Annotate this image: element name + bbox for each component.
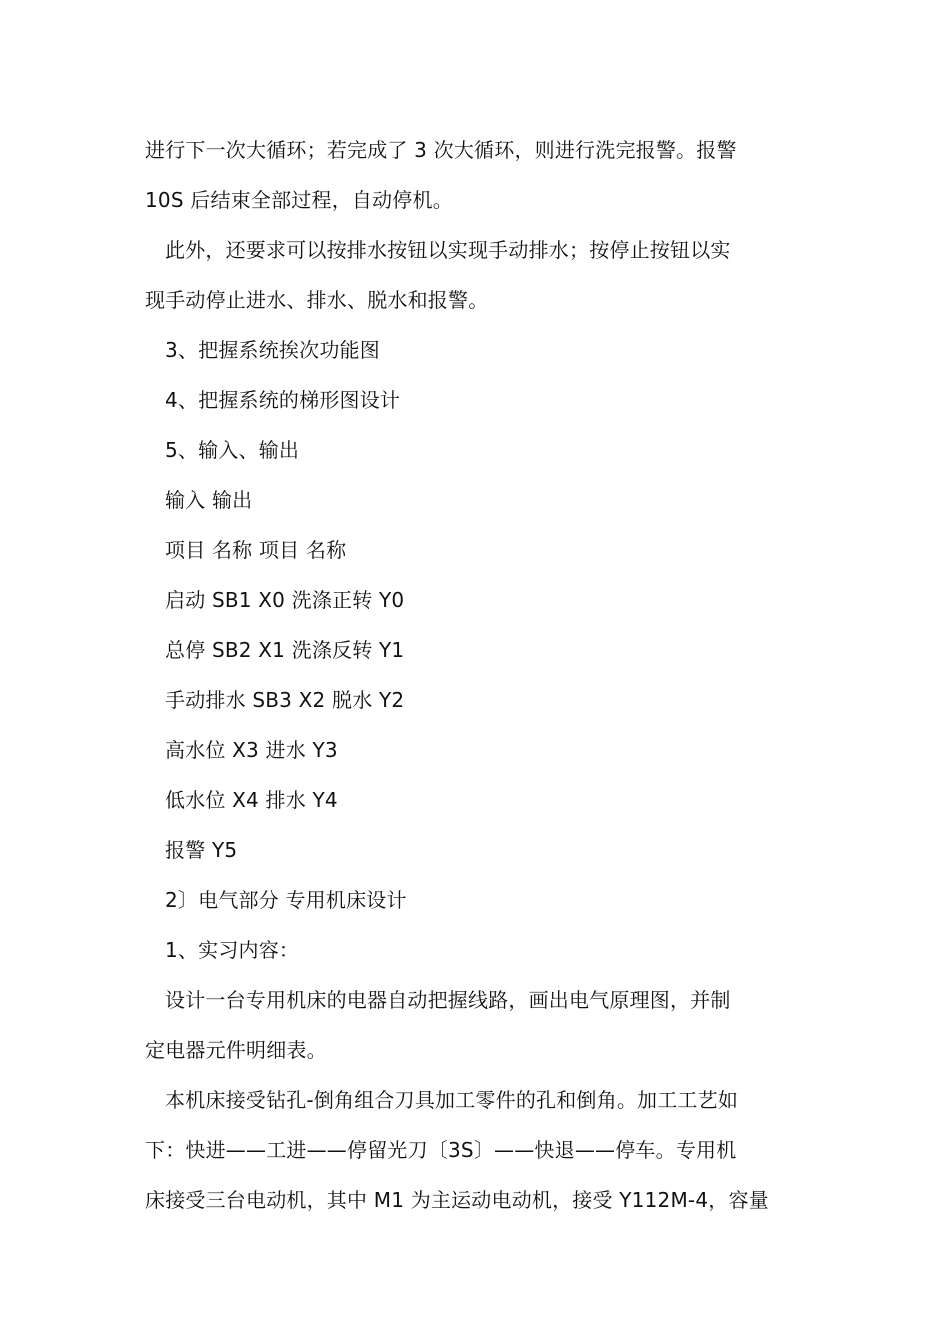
io-table-row: 启动 SB1 X0 洗涤正转 Y0 (165, 588, 405, 612)
section-heading-4: 4、把握系统的梯形图设计 (165, 388, 401, 412)
text-line-2: 10S 后结束全部过程，自动停机。 (145, 188, 453, 212)
section-heading-3: 3、把握系统挨次功能图 (165, 338, 380, 362)
text-line-19: 定电器元件明细表。 (145, 1038, 327, 1062)
io-table-row: 手动排水 SB3 X2 脱水 Y2 (165, 688, 405, 712)
section-heading-electrical: 2〕电气部分 专用机床设计 (165, 888, 407, 912)
section-heading-5: 5、输入、输出 (165, 438, 300, 462)
text-line-4: 现手动停止进水、排水、脱水和报警。 (145, 288, 489, 312)
section-heading-content: 1、实习内容： (165, 938, 300, 962)
text-line-3: 此外，还要求可以按排水按钮以实现手动排水；按停止按钮以实 (165, 238, 731, 262)
io-table-column-labels: 项目 名称 项目 名称 (165, 538, 347, 562)
text-line-18: 设计一台专用机床的电器自动把握线路，画出电气原理图，并制 (165, 988, 731, 1012)
io-table-row: 报警 Y5 (165, 838, 238, 862)
text-line-21: 下：快进——工进——停留光刀〔3S〕——快退——停车。专用机 (145, 1138, 737, 1162)
text-line-22: 床接受三台电动机，其中 M1 为主运动电动机，接受 Y112M-4，容量 (145, 1188, 769, 1212)
text-line-20: 本机床接受钻孔-倒角组合刀具加工零件的孔和倒角。加工工艺如 (165, 1088, 739, 1112)
io-table-header: 输入 输出 (165, 488, 253, 512)
io-table-row: 高水位 X3 进水 Y3 (165, 738, 338, 762)
io-table-row: 低水位 X4 排水 Y4 (165, 788, 338, 812)
text-line-1: 进行下一次大循环；若完成了 3 次大循环，则进行洗完报警。报警 (145, 138, 737, 162)
io-table-row: 总停 SB2 X1 洗涤反转 Y1 (165, 638, 405, 662)
